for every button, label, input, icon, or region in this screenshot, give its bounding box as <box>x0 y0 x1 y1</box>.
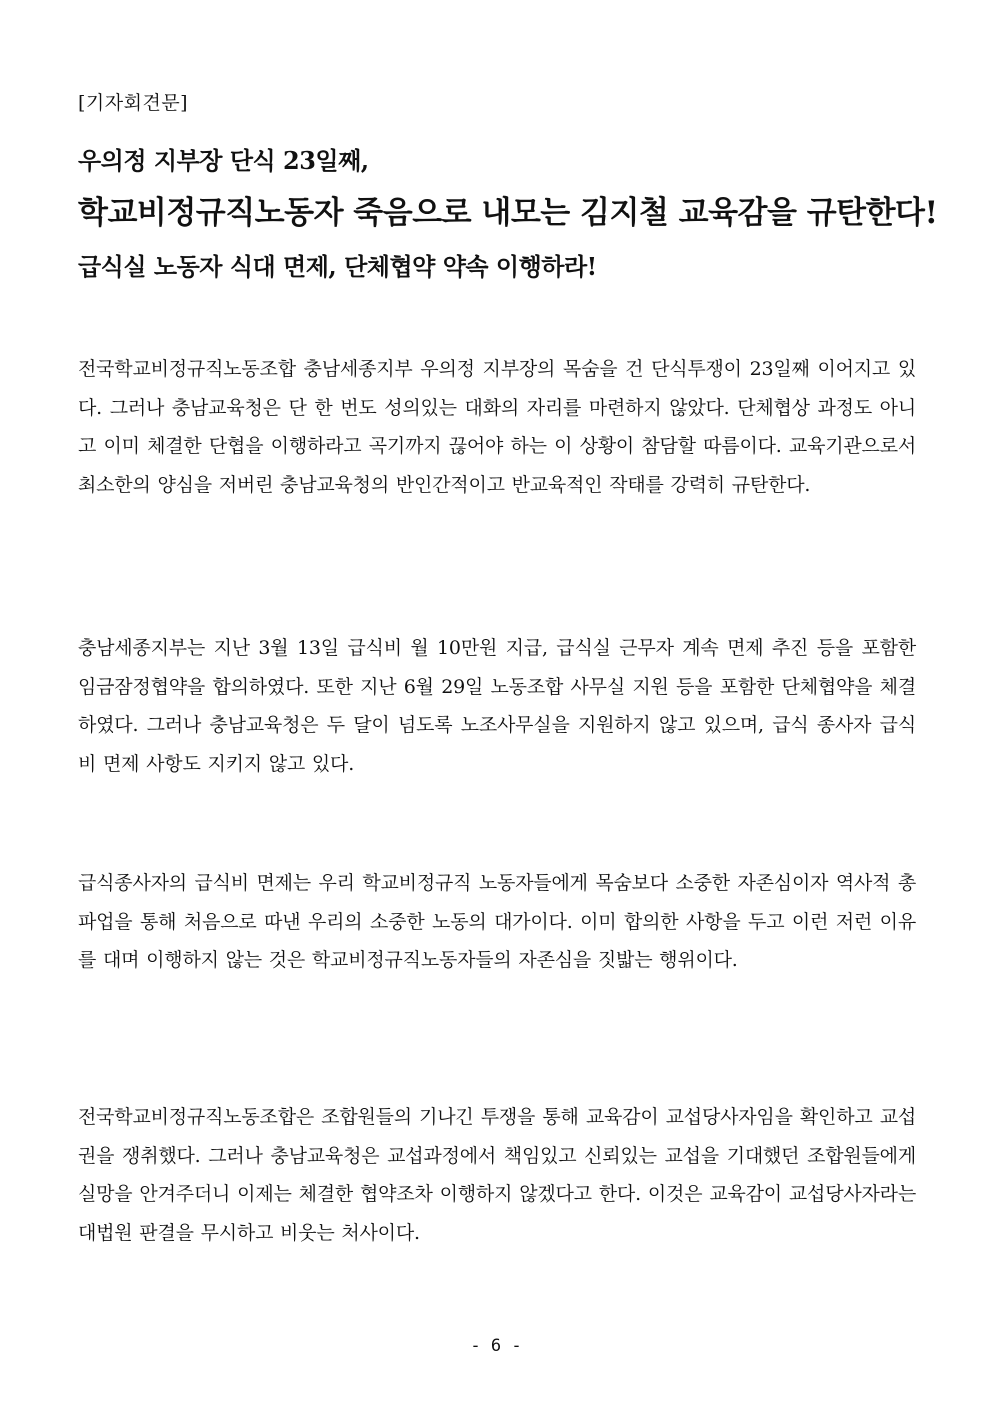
document-type-label: [기자회견문] <box>78 92 189 114</box>
body-paragraph-3: 급식종사자의 급식비 면제는 우리 학교비정규직 노동자들에게 목숨보다 소중한 자존심이자 역사적 총파업을 통해 처음으로 따낸 우리의 소중한 노동의 대가이다. 이미 합의한 사항을 두고 이런 저런 이유를 대며 이행하지 않는 것은 학교비정규직노동자들의 자존심을 짓밟는 행위이다. <box>78 872 916 971</box>
headline-line-3: 급식실 노동자 식대 면제, 단체협약 약속 이행하라! <box>78 252 597 281</box>
body-paragraph-2: 충남세종지부는 지난 3월 13일 급식비 월 10만원 지급, 급식실 근무자 계속 면제 추진 등을 포함한 임금잠정협약을 합의하였다. 또한 지난 6월 29일 노동조합 사무실 지원 등을 포함한 단체협약을 체결하였다. 그러나 충남교육청은 두 달이 넘도록 노조사무실을 지원하지 않고 있으며, 급식 종사자 급식비 면제 사항도 지키지 않고 있다. <box>78 637 916 775</box>
body-paragraph-4: 전국학교비정규직노동조합은 조합원들의 기나긴 투쟁을 통해 교육감이 교섭당사자임을 확인하고 교섭권을 쟁취했다. 그러나 충남교육청은 교섭과정에서 책임있고 신뢰있는 교섭을 기대했던 조합원들에게 실망을 안겨주더니 이제는 체결한 협약조차 이행하지 않겠다고 한다. 이것은 교육감이 교섭당사자라는 대법원 판결을 무시하고 비웃는 처사이다. <box>78 1106 916 1244</box>
page-number: - 6 - <box>470 1336 522 1356</box>
body-paragraph-1: 전국학교비정규직노동조합 충남세종지부 우의정 지부장의 목숨을 건 단식투쟁이 23일째 이어지고 있다. 그러나 충남교육청은 단 한 번도 성의있는 대화의 자리를 마련하지 않았다. 단체협상 과정도 아니고 이미 체결한 단협을 이행하라고 곡기까지 끊어야 하는 이 상황이 참담할 따름이다. 교육기관으로서 최소한의 양심을 저버린 충남교육청의 반인간적이고 반교육적인 작태를 강력히 규탄한다. <box>78 358 916 496</box>
headline-line-2: 학교비정규직노동자 죽음으로 내모는 김지철 교육감을 규탄한다! <box>78 195 938 231</box>
headline-line-1: 우의정 지부장 단식 23일째, <box>78 146 369 175</box>
